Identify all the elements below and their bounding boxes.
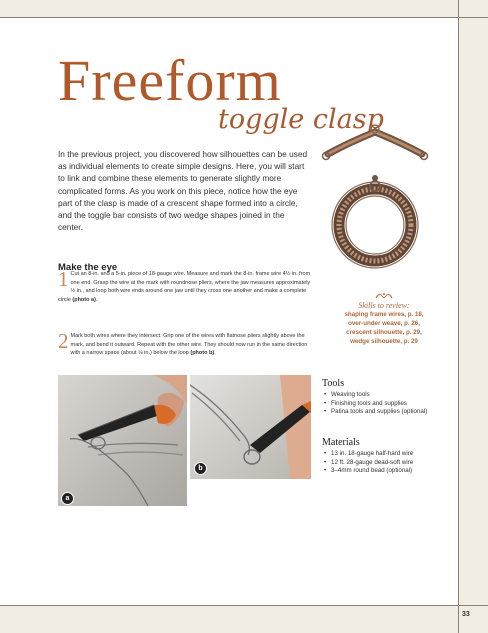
step-end: .: [214, 350, 216, 357]
skills-item: over-under weave, p. 26,: [348, 320, 420, 327]
tools-item: • Finishing tools and supplies: [322, 400, 452, 409]
step-number: 1: [58, 267, 69, 291]
swirl-ornament-icon: [374, 292, 394, 300]
step-text: Mark both wires where they intersect. Grip one of the wires with flatnose pliers slightly above the mark, and bend it outward. Repeat with the other wire. They should now run in the same direction with a narrow space (about ⅛ in.) below the loop: [70, 333, 308, 357]
tools-item: • Weaving tools: [322, 391, 452, 400]
materials-list: [322, 437, 452, 476]
toggle-bar: [323, 125, 428, 160]
photo-b-label: b: [194, 462, 207, 475]
step-text: Cut an 8-in. and a 5-in. piece of 18-gauge wire. Measure and mark the 8-in. frame wire 4½ in. from one end. Grasp the wire at the mark with roundnose pliers, where the jaw measures approximately ½ in., and loop both wire ends around one jaw until they cross one another and make a complete circle: [58, 271, 311, 304]
materials-item: • 13 in. 18-gauge half-hard wire: [322, 450, 452, 459]
step-2: [58, 329, 316, 358]
materials-item: • 12 ft. 28-gauge dead-soft wire: [322, 459, 452, 468]
section-heading: Make the eye: [58, 262, 118, 273]
toggle-ring: [332, 175, 418, 268]
skills-item: wedge silhouette, p. 29: [350, 338, 418, 345]
skills-item: shaping frame wires, p. 18,: [344, 311, 424, 318]
top-rule: [0, 17, 458, 18]
tab-rule: [458, 17, 488, 18]
skills-to-review: [318, 292, 450, 346]
materials-heading: Materials: [322, 437, 360, 448]
page-subtitle: toggle clasp: [218, 104, 384, 135]
clasp-photo: [320, 120, 430, 275]
step-number: 2: [58, 329, 69, 353]
page-title: Freeform: [58, 48, 282, 113]
intro-paragraph: In the previous project, you discovered how silhouettes can be used as individual elements to create simple designs. Here, you will start to link and combine these elements to generate slightly more complicated forms. As you work on this piece, notice how the eye part of the clasp is made of a crescent shape formed into a circle, and the toggle bar consists of two wedge shapes joined in the center.: [58, 149, 308, 233]
tools-heading: Tools: [322, 378, 345, 389]
photo-a: [58, 375, 187, 506]
skills-heading: Skills to review:: [358, 301, 410, 310]
right-rule: [458, 0, 459, 633]
page-number: 33: [462, 611, 470, 618]
step-photo-ref: (photo a): [72, 297, 96, 304]
photo-b: [190, 375, 311, 479]
step-end: .: [95, 297, 98, 304]
tools-item: • Patina tools and supplies (optional): [322, 408, 452, 417]
photo-a-label: a: [61, 492, 74, 505]
tools-list: [322, 378, 452, 417]
step-photo-ref: (photo b): [190, 350, 215, 357]
materials-item: • 3–4mm round bead (optional): [322, 467, 452, 476]
bottom-rule: [0, 605, 488, 606]
skills-item: crescent silhouette, p. 29,: [346, 329, 422, 336]
